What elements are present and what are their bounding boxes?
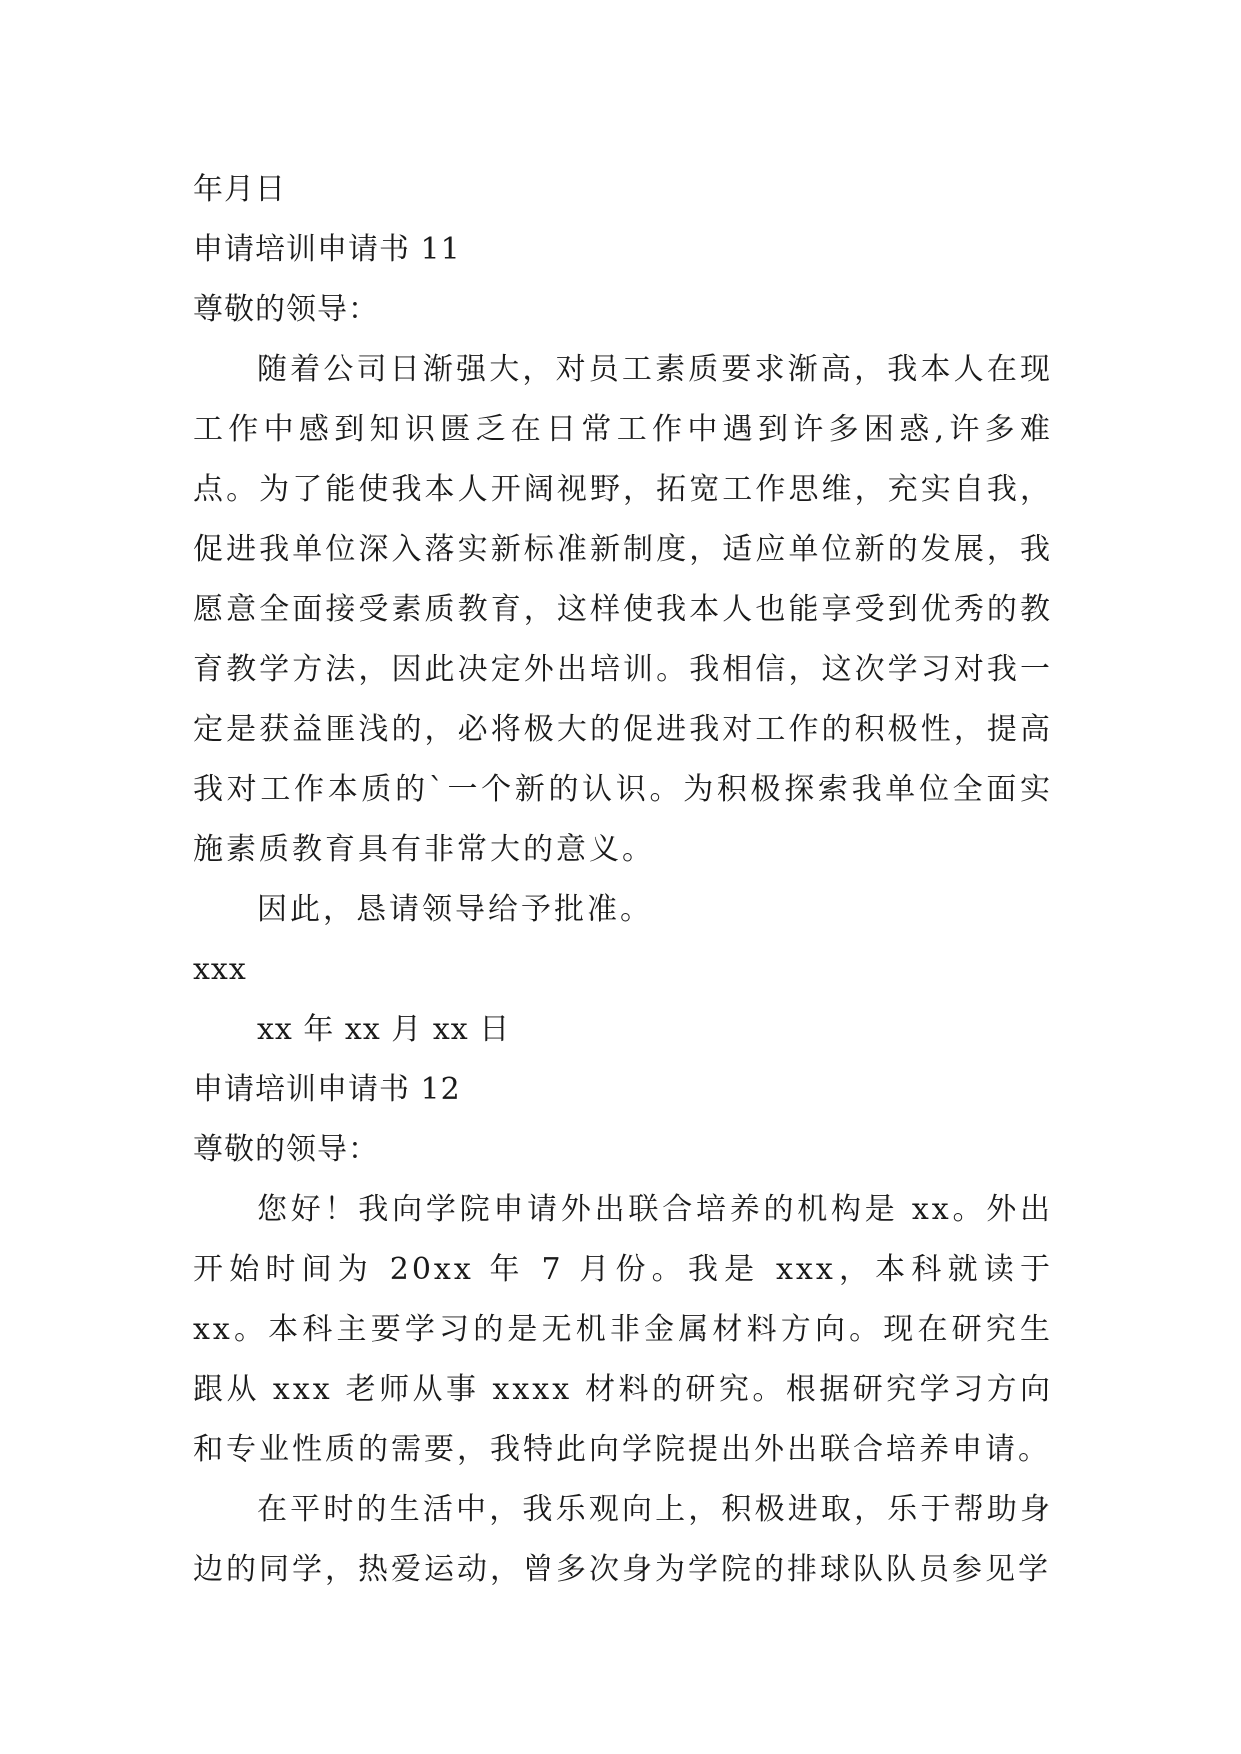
letter-11-closing: 因此，恳请领导给予批准。 (257, 892, 653, 927)
letter-11-date: xx 年 xx 月 xx 日 (257, 1012, 511, 1047)
letter-12-paragraph-2: 在平时的生活中，我乐观向上，积极进取，乐于帮助身边的同学，热爱运动，曾多次身为学院的排球队队员参见学 (193, 1492, 1053, 1587)
letter-11-title: 申请培训申请书 11 (193, 232, 461, 267)
letter-12-paragraph-1: 您好！我向学院申请外出联合培养的机构是 xx。外出开始时间为 20xx 年 7 月份。我是 xxx，本科就读于 xx。本科主要学习的是无机非金属材料方向。现在研究生跟从 xxx 老师从事 xxxx 材料的研究。根据研究学习方向和专业性质的需要，我特此向学院提出外出联合培养申请。 (193, 1192, 1053, 1467)
letter-11-body: 随着公司日渐强大，对员工素质要求渐高，我本人在现工作中感到知识匮乏在日常工作中遇到许多困惑,许多难点。为了能使我本人开阔视野，拓宽工作思维，充实自我，促进我单位深入落实新标准新制度，适应单位新的发展，我愿意全面接受素质教育，这样使我本人也能享受到优秀的教育教学方法，因此决定外出培训。我相信，这次学习对我一定是获益匪浅的，必将极大的促进我对工作的积极性，提高我对工作本质的`一个新的认识。为积极探索我单位全面实施素质教育具有非常大的意义。 (193, 352, 1053, 867)
document-page (193, 160, 1053, 1600)
letter-11-salutation: 尊敬的领导： (193, 292, 379, 327)
date-line: 年月日 (193, 172, 286, 207)
letter-12-salutation: 尊敬的领导： (193, 1132, 379, 1167)
letter-11-signature: xxx (193, 952, 247, 987)
letter-12-title: 申请培训申请书 12 (193, 1072, 461, 1107)
